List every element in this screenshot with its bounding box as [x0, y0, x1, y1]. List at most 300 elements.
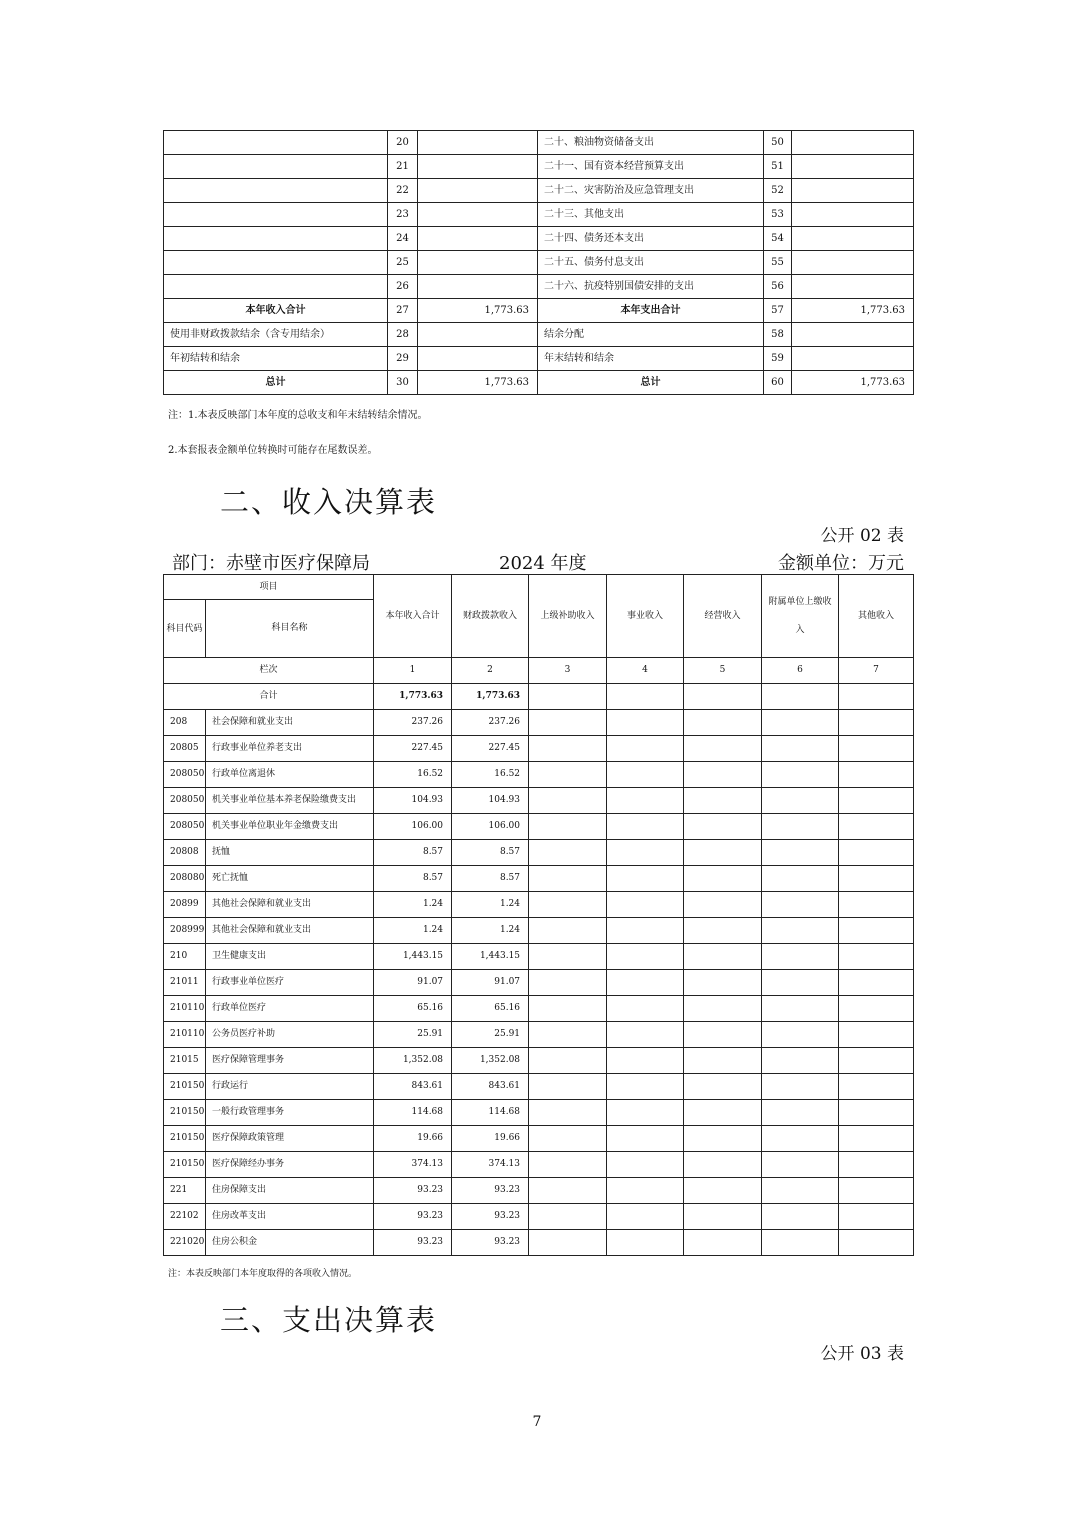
- total-income: 106.00: [374, 814, 452, 840]
- income-line-number: 23: [388, 203, 418, 227]
- income-item-label: 年初结转和结余: [164, 347, 388, 371]
- expense-amount: [792, 227, 914, 251]
- column-number: 6: [762, 658, 839, 684]
- account-code: 221020: [164, 1230, 206, 1256]
- total-income: 8.57: [374, 840, 452, 866]
- column-number: 5: [684, 658, 762, 684]
- account-code: 210150: [164, 1100, 206, 1126]
- total-income: 19.66: [374, 1126, 452, 1152]
- summary-row: [164, 371, 914, 395]
- table-row: [164, 996, 914, 1022]
- empty-cell: [839, 944, 914, 970]
- empty-cell: [839, 840, 914, 866]
- expense-item-label: 二十六、抗疫特别国债安排的支出: [538, 275, 764, 299]
- fiscal-appropriation-income: 843.61: [452, 1074, 529, 1100]
- account-name: 医疗保障管理事务: [206, 1048, 374, 1074]
- income-amount: [418, 251, 538, 275]
- expense-line-number: 57: [764, 299, 792, 323]
- empty-cell: [607, 1178, 684, 1204]
- empty-cell: [529, 762, 607, 788]
- table-row: [164, 970, 914, 996]
- income-item-label: 总计: [164, 371, 388, 395]
- account-name: 公务员医疗补助: [206, 1022, 374, 1048]
- account-code: 210150: [164, 1126, 206, 1152]
- summary-row: [164, 131, 914, 155]
- empty-cell: [607, 944, 684, 970]
- income-amount: [418, 203, 538, 227]
- empty-cell: [839, 762, 914, 788]
- account-code: 208080: [164, 866, 206, 892]
- table-row: [164, 892, 914, 918]
- empty-cell: [839, 1074, 914, 1100]
- empty-cell: [839, 1204, 914, 1230]
- empty-cell: [839, 1230, 914, 1256]
- empty-cell: [684, 944, 762, 970]
- account-name: 机关事业单位基本养老保险缴费支出: [206, 788, 374, 814]
- account-name: 卫生健康支出: [206, 944, 374, 970]
- fiscal-appropriation-income: 1,352.08: [452, 1048, 529, 1074]
- total-income: 93.23: [374, 1230, 452, 1256]
- total-income: 114.68: [374, 1100, 452, 1126]
- expense-line-number: 52: [764, 179, 792, 203]
- fiscal-appropriation-income: 1.24: [452, 918, 529, 944]
- empty-cell: [529, 840, 607, 866]
- fiscal-appropriation-income: 19.66: [452, 1126, 529, 1152]
- empty-cell: [762, 710, 839, 736]
- empty-cell: [684, 840, 762, 866]
- account-code: 208050: [164, 814, 206, 840]
- expense-amount: [792, 251, 914, 275]
- expense-item-label: 二十四、债务还本支出: [538, 227, 764, 251]
- total-value: 1,773.63: [452, 684, 529, 710]
- header-col-2: 财政拨款收入: [452, 575, 529, 658]
- total-income: 843.61: [374, 1074, 452, 1100]
- fiscal-appropriation-income: 93.23: [452, 1178, 529, 1204]
- empty-cell: [839, 710, 914, 736]
- income-line-number: 30: [388, 371, 418, 395]
- empty-cell: [607, 710, 684, 736]
- table-row: [164, 1048, 914, 1074]
- income-amount: [418, 155, 538, 179]
- expense-item-label: 结余分配: [538, 323, 764, 347]
- fiscal-appropriation-income: 8.57: [452, 866, 529, 892]
- expense-amount: [792, 203, 914, 227]
- summary-table: [163, 130, 914, 395]
- income-item-label: [164, 155, 388, 179]
- table-row: [164, 944, 914, 970]
- account-name: 行政单位医疗: [206, 996, 374, 1022]
- account-name: 其他社会保障和就业支出: [206, 918, 374, 944]
- empty-cell: [762, 1074, 839, 1100]
- table-row: [164, 840, 914, 866]
- account-code: 20899: [164, 892, 206, 918]
- account-code: 210110: [164, 1022, 206, 1048]
- expense-item-label: 二十三、其他支出: [538, 203, 764, 227]
- summary-row: [164, 179, 914, 203]
- income-amount: [418, 347, 538, 371]
- header-col-5: 经营收入: [684, 575, 762, 658]
- empty-cell: [607, 1074, 684, 1100]
- income-line-number: 24: [388, 227, 418, 251]
- account-name: 一般行政管理事务: [206, 1100, 374, 1126]
- expense-item-label: 本年支出合计: [538, 299, 764, 323]
- expense-amount: 1,773.63: [792, 299, 914, 323]
- expense-item-label: 二十、粮油物资储备支出: [538, 131, 764, 155]
- income-amount: 1,773.63: [418, 371, 538, 395]
- column-number: 7: [839, 658, 914, 684]
- total-income: 25.91: [374, 1022, 452, 1048]
- income-item-label: 本年收入合计: [164, 299, 388, 323]
- table-row: [164, 866, 914, 892]
- empty-cell: [762, 736, 839, 762]
- total-income: 227.45: [374, 736, 452, 762]
- summary-row: [164, 251, 914, 275]
- income-item-label: [164, 275, 388, 299]
- income-amount: [418, 323, 538, 347]
- summary-row: [164, 275, 914, 299]
- empty-cell: [607, 1048, 684, 1074]
- total-income: 91.07: [374, 970, 452, 996]
- expense-amount: [792, 179, 914, 203]
- empty-cell: [529, 788, 607, 814]
- total-income: 1.24: [374, 918, 452, 944]
- income-item-label: [164, 251, 388, 275]
- empty-cell: [839, 970, 914, 996]
- account-name: 行政单位离退休: [206, 762, 374, 788]
- empty-cell: [684, 1204, 762, 1230]
- empty-cell: [607, 866, 684, 892]
- summary-note-1: 注：1.本表反映部门本年度的总收支和年末结转结余情况。: [168, 410, 428, 421]
- empty-cell: [684, 814, 762, 840]
- total-income: 93.23: [374, 1204, 452, 1230]
- expense-amount: [792, 275, 914, 299]
- empty-cell: [529, 1100, 607, 1126]
- income-line-number: 27: [388, 299, 418, 323]
- empty-cell: [529, 970, 607, 996]
- empty-cell: [762, 788, 839, 814]
- account-code: 21015: [164, 1048, 206, 1074]
- fiscal-appropriation-income: 93.23: [452, 1230, 529, 1256]
- account-name: 医疗保障政策管理: [206, 1126, 374, 1152]
- header-col-6: 附属单位上缴收入: [762, 575, 839, 658]
- expense-line-number: 56: [764, 275, 792, 299]
- header-col-3: 上级补助收入: [529, 575, 607, 658]
- table-row: [164, 1126, 914, 1152]
- fiscal-appropriation-income: 1,443.15: [452, 944, 529, 970]
- empty-cell: [684, 1178, 762, 1204]
- empty-cell: [607, 1152, 684, 1178]
- fiscal-appropriation-income: 104.93: [452, 788, 529, 814]
- empty-cell: [684, 1152, 762, 1178]
- table-row: [164, 814, 914, 840]
- empty-cell: [529, 814, 607, 840]
- empty-cell: [684, 892, 762, 918]
- expense-amount: [792, 131, 914, 155]
- total-income: 93.23: [374, 1178, 452, 1204]
- empty-cell: [762, 1204, 839, 1230]
- empty-cell: [762, 918, 839, 944]
- empty-cell: [529, 736, 607, 762]
- empty-cell: [839, 1152, 914, 1178]
- table-row: [164, 788, 914, 814]
- empty-cell: [684, 710, 762, 736]
- empty-cell: [529, 1230, 607, 1256]
- empty-cell: [607, 736, 684, 762]
- empty-cell: [529, 1022, 607, 1048]
- empty-cell: [684, 1126, 762, 1152]
- empty-cell: [529, 866, 607, 892]
- total-income: 65.16: [374, 996, 452, 1022]
- header-item: 项目: [164, 575, 374, 600]
- account-code: 208050: [164, 762, 206, 788]
- empty-cell: [529, 1048, 607, 1074]
- total-income: 1,443.15: [374, 944, 452, 970]
- account-code: 208999: [164, 918, 206, 944]
- account-code: 208: [164, 710, 206, 736]
- header-name: 科目名称: [206, 600, 374, 658]
- income-line-number: 25: [388, 251, 418, 275]
- account-code: 210150: [164, 1152, 206, 1178]
- empty-cell: [839, 814, 914, 840]
- amount-unit: 金额单位：万元: [778, 553, 904, 574]
- empty-cell: [529, 710, 607, 736]
- empty-cell: [607, 840, 684, 866]
- empty-cell: [684, 788, 762, 814]
- empty-cell: [839, 918, 914, 944]
- empty-cell: [762, 762, 839, 788]
- income-amount: [418, 179, 538, 203]
- empty-cell: [607, 970, 684, 996]
- empty-cell: [607, 788, 684, 814]
- income-table-note: 注：本表反映部门本年度取得的各项收入情况。: [168, 1269, 358, 1279]
- total-label: 合计: [164, 684, 374, 710]
- empty-cell: [607, 1230, 684, 1256]
- empty-cell: [839, 1178, 914, 1204]
- empty-cell: [762, 1230, 839, 1256]
- empty-cell: [684, 762, 762, 788]
- empty-cell: [762, 892, 839, 918]
- table-row: [164, 918, 914, 944]
- empty-cell: [762, 840, 839, 866]
- header-col-1: 本年收入合计: [374, 575, 452, 658]
- empty-cell: [607, 996, 684, 1022]
- expense-line-number: 60: [764, 371, 792, 395]
- empty-cell: [839, 788, 914, 814]
- expense-amount: [792, 155, 914, 179]
- column-number: 2: [452, 658, 529, 684]
- empty-cell: [684, 996, 762, 1022]
- fiscal-appropriation-income: 8.57: [452, 840, 529, 866]
- empty-cell: [529, 1074, 607, 1100]
- header-col-7: 其他收入: [839, 575, 914, 658]
- fiscal-appropriation-income: 25.91: [452, 1022, 529, 1048]
- fiscal-appropriation-income: 93.23: [452, 1204, 529, 1230]
- total-value: [529, 684, 607, 710]
- expense-item-label: 总计: [538, 371, 764, 395]
- total-income: 1,352.08: [374, 1048, 452, 1074]
- empty-cell: [529, 918, 607, 944]
- header-code: 科目代码: [164, 600, 206, 658]
- expense-line-number: 55: [764, 251, 792, 275]
- account-name: 行政事业单位医疗: [206, 970, 374, 996]
- section3-form-number: 公开 03 表: [820, 1344, 904, 1364]
- empty-cell: [839, 1048, 914, 1074]
- expense-item-label: 二十二、灾害防治及应急管理支出: [538, 179, 764, 203]
- empty-cell: [529, 1178, 607, 1204]
- fiscal-appropriation-income: 65.16: [452, 996, 529, 1022]
- empty-cell: [839, 1126, 914, 1152]
- empty-cell: [607, 814, 684, 840]
- fiscal-appropriation-income: 227.45: [452, 736, 529, 762]
- empty-cell: [607, 762, 684, 788]
- table-row: [164, 1074, 914, 1100]
- total-value: 1,773.63: [374, 684, 452, 710]
- income-amount: [418, 275, 538, 299]
- expense-line-number: 58: [764, 323, 792, 347]
- table-row: [164, 1022, 914, 1048]
- empty-cell: [607, 1100, 684, 1126]
- empty-cell: [839, 1022, 914, 1048]
- income-line-number: 26: [388, 275, 418, 299]
- fiscal-appropriation-income: 114.68: [452, 1100, 529, 1126]
- account-name: 行政事业单位养老支出: [206, 736, 374, 762]
- empty-cell: [684, 1100, 762, 1126]
- empty-cell: [607, 918, 684, 944]
- income-item-label: [164, 227, 388, 251]
- fiscal-appropriation-income: 374.13: [452, 1152, 529, 1178]
- account-code: 208050: [164, 788, 206, 814]
- fiscal-appropriation-income: 91.07: [452, 970, 529, 996]
- expense-line-number: 59: [764, 347, 792, 371]
- empty-cell: [529, 1152, 607, 1178]
- empty-cell: [529, 944, 607, 970]
- department-label: 部门：赤壁市医疗保障局: [172, 553, 370, 574]
- section2-heading: 二、收入决算表: [220, 485, 438, 519]
- total-income: 8.57: [374, 866, 452, 892]
- empty-cell: [684, 970, 762, 996]
- account-name: 行政运行: [206, 1074, 374, 1100]
- empty-cell: [839, 1100, 914, 1126]
- account-name: 其他社会保障和就业支出: [206, 892, 374, 918]
- summary-row: [164, 227, 914, 251]
- summary-row: [164, 203, 914, 227]
- page-number: 7: [532, 1414, 542, 1430]
- account-name: 住房改革支出: [206, 1204, 374, 1230]
- expense-line-number: 50: [764, 131, 792, 155]
- account-name: 住房保障支出: [206, 1178, 374, 1204]
- empty-cell: [762, 1126, 839, 1152]
- account-code: 20805: [164, 736, 206, 762]
- income-line-number: 22: [388, 179, 418, 203]
- table-row: [164, 1178, 914, 1204]
- empty-cell: [684, 866, 762, 892]
- account-name: 医疗保障经办事务: [206, 1152, 374, 1178]
- fiscal-appropriation-income: 1.24: [452, 892, 529, 918]
- account-name: 死亡抚恤: [206, 866, 374, 892]
- expense-item-label: 年末结转和结余: [538, 347, 764, 371]
- income-amount: [418, 227, 538, 251]
- section3-heading: 三、支出决算表: [220, 1303, 438, 1337]
- income-line-number: 21: [388, 155, 418, 179]
- total-income: 237.26: [374, 710, 452, 736]
- account-code: 210: [164, 944, 206, 970]
- column-number: 3: [529, 658, 607, 684]
- expense-line-number: 53: [764, 203, 792, 227]
- expense-line-number: 54: [764, 227, 792, 251]
- account-code: 210110: [164, 996, 206, 1022]
- account-code: 221: [164, 1178, 206, 1204]
- empty-cell: [839, 866, 914, 892]
- header-col-4: 事业收入: [607, 575, 684, 658]
- fiscal-appropriation-income: 106.00: [452, 814, 529, 840]
- empty-cell: [607, 892, 684, 918]
- income-line-number: 28: [388, 323, 418, 347]
- total-value: [684, 684, 762, 710]
- summary-row: [164, 299, 914, 323]
- account-code: 210150: [164, 1074, 206, 1100]
- empty-cell: [684, 1048, 762, 1074]
- total-income: 16.52: [374, 762, 452, 788]
- empty-cell: [762, 944, 839, 970]
- empty-cell: [762, 1178, 839, 1204]
- table-row: [164, 1230, 914, 1256]
- expense-amount: [792, 323, 914, 347]
- empty-cell: [762, 1100, 839, 1126]
- summary-row: [164, 323, 914, 347]
- income-item-label: 使用非财政拨款结余（含专用结余）: [164, 323, 388, 347]
- account-name: 机关事业单位职业年金缴费支出: [206, 814, 374, 840]
- table-row: [164, 736, 914, 762]
- empty-cell: [684, 1074, 762, 1100]
- account-name: 住房公积金: [206, 1230, 374, 1256]
- total-value: [839, 684, 914, 710]
- account-name: 社会保障和就业支出: [206, 710, 374, 736]
- empty-cell: [762, 1022, 839, 1048]
- empty-cell: [684, 1230, 762, 1256]
- empty-cell: [607, 1204, 684, 1230]
- summary-note-2: 2.本套报表金额单位转换时可能存在尾数误差。: [168, 445, 378, 456]
- empty-cell: [839, 736, 914, 762]
- table-row: [164, 1152, 914, 1178]
- income-line-number: 20: [388, 131, 418, 155]
- table-row: [164, 710, 914, 736]
- empty-cell: [607, 1126, 684, 1152]
- empty-cell: [607, 1022, 684, 1048]
- total-income: 104.93: [374, 788, 452, 814]
- empty-cell: [529, 1126, 607, 1152]
- empty-cell: [529, 892, 607, 918]
- column-number-label: 栏次: [164, 658, 374, 684]
- income-item-label: [164, 179, 388, 203]
- column-number: 1: [374, 658, 452, 684]
- empty-cell: [762, 970, 839, 996]
- income-line-number: 29: [388, 347, 418, 371]
- table-row: [164, 1204, 914, 1230]
- summary-row: [164, 155, 914, 179]
- account-code: 20808: [164, 840, 206, 866]
- empty-cell: [762, 1048, 839, 1074]
- empty-cell: [762, 814, 839, 840]
- empty-cell: [762, 866, 839, 892]
- fiscal-appropriation-income: 16.52: [452, 762, 529, 788]
- account-code: 22102: [164, 1204, 206, 1230]
- empty-cell: [684, 1022, 762, 1048]
- total-income: 374.13: [374, 1152, 452, 1178]
- empty-cell: [839, 996, 914, 1022]
- income-item-label: [164, 203, 388, 227]
- income-item-label: [164, 131, 388, 155]
- fiscal-year: 2024 年度: [499, 553, 587, 574]
